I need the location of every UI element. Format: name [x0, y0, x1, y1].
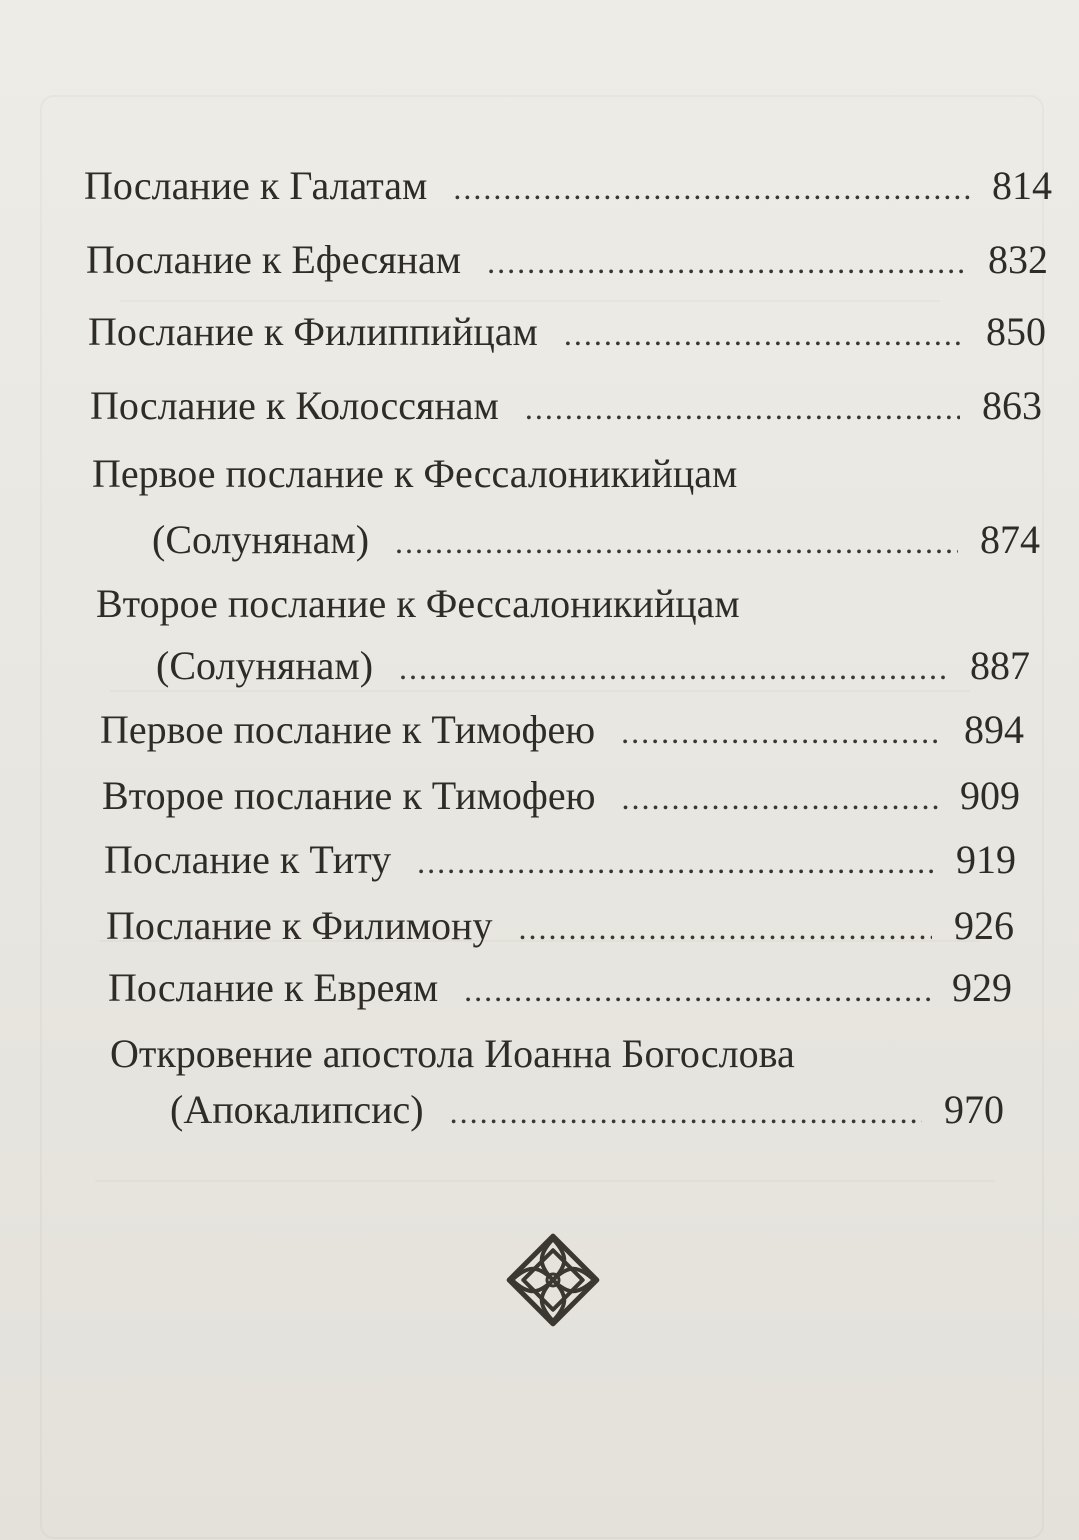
toc-entry-page: 863 [982, 383, 1042, 428]
toc-entry-title-continuation: (Солунянам) [152, 517, 370, 562]
leader-dots [525, 384, 960, 432]
toc-entry-title: Послание к Ефесянам [86, 237, 462, 282]
leader-dots [621, 708, 942, 756]
toc-entry-title-continuation: (Солунянам) [156, 643, 374, 688]
celtic-knot-ornament-icon [498, 1225, 608, 1335]
leader-dots [518, 904, 932, 952]
toc-entry[interactable] [86, 236, 1048, 286]
toc-entry-title: Второе послание к Фессалоникийцам [96, 581, 740, 626]
toc-entry-page: 926 [954, 903, 1014, 948]
leader-dots [395, 518, 958, 566]
toc-entry-title: Послание к Филиппийцам [88, 309, 538, 354]
toc-entry-title: Послание к Галатам [84, 163, 428, 208]
toc-entry[interactable] [96, 580, 1030, 692]
leader-dots [564, 310, 964, 358]
toc-entry[interactable] [104, 836, 1016, 886]
toc-entry-title: Первое послание к Фессалоникийцам [92, 451, 738, 496]
toc-entry[interactable] [84, 162, 1052, 212]
leader-dots [417, 838, 934, 886]
toc-entry-page: 887 [970, 643, 1030, 688]
toc-entry-page: 970 [944, 1087, 1004, 1132]
toc-entry-page: 929 [952, 965, 1012, 1010]
toc-entry-page: 874 [980, 517, 1040, 562]
toc-entry-title: Послание к Колоссянам [90, 383, 499, 428]
toc-entry[interactable] [100, 706, 1024, 756]
toc-entry-title-continuation: (Апокалипсис) [170, 1087, 424, 1132]
toc-entry[interactable] [106, 902, 1014, 952]
toc-entry[interactable] [110, 1030, 1004, 1136]
toc-entry-title: Первое послание к Тимофею [100, 707, 596, 752]
toc-entry-title: Откровение апостола Иоанна Богослова [110, 1031, 795, 1076]
toc-entry[interactable] [108, 964, 1012, 1014]
toc-entry-page: 919 [956, 837, 1016, 882]
toc-entry-title: Послание к Титу [104, 837, 392, 882]
leader-dots [621, 774, 938, 822]
toc-entry-page: 850 [986, 309, 1046, 354]
toc-entry-page: 814 [992, 163, 1052, 208]
toc-entry-title: Послание к Филимону [106, 903, 493, 948]
toc-entry[interactable] [102, 772, 1020, 822]
leader-dots [464, 966, 930, 1014]
leader-dots [487, 238, 966, 286]
leader-dots [399, 644, 948, 692]
toc-entry-title: Послание к Евреям [108, 965, 439, 1010]
toc-entry[interactable] [88, 308, 1046, 358]
toc-entry-page: 909 [960, 773, 1020, 818]
toc-entry[interactable] [90, 382, 1042, 432]
leader-dots [453, 164, 970, 212]
toc-entry-page: 832 [988, 237, 1048, 282]
toc-entry[interactable] [92, 450, 1040, 566]
toc-entry-title: Второе послание к Тимофею [102, 773, 596, 818]
leader-dots [450, 1088, 922, 1136]
toc-entry-page: 894 [964, 707, 1024, 752]
